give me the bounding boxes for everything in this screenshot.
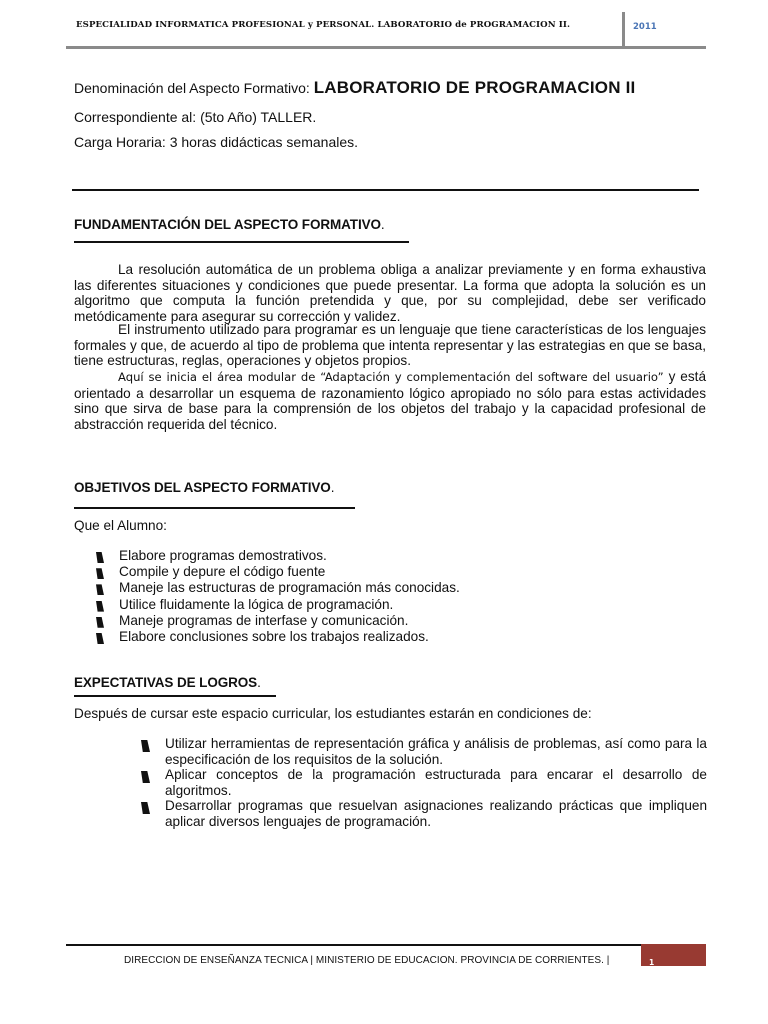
square-bullet-icon <box>96 552 104 563</box>
square-bullet-icon <box>96 617 104 628</box>
header-divider <box>622 12 625 48</box>
paragraph-3-text: y está orientado a desarrollar un esquema de razonamiento lógico apropiado no sólo para estas actividades sino que sirva de base para la comprensión de los objetos del trabajo y la capacidad profesional de abstracción requerida del técnico. <box>74 369 707 432</box>
list-item-text: Maneje las estructuras de programación más conocidas. <box>119 580 460 596</box>
list-item <box>141 736 707 767</box>
correspondiente-line: Correspondiente al: (5to Año) TALLER. <box>74 109 317 125</box>
list-item-text: Elabore programas demostrativos. <box>119 548 327 563</box>
fundamentacion-underline <box>74 241 409 243</box>
section-divider <box>72 189 699 191</box>
objetivos-heading-text: OBJETIVOS DEL ASPECTO FORMATIVO <box>74 480 331 495</box>
running-header: ESPECIALIDAD INFORMATICA PROFESIONAL y PERSONAL. LABORATORIO de PROGRAMACION II. <box>76 20 571 30</box>
list-item-text: Utilizar herramientas de representación gráfica y análisis de problemas, así como para la especificación de los requisitos de la solución. <box>165 736 707 767</box>
page-number-box <box>641 944 706 966</box>
header-year: 2011 <box>633 22 657 32</box>
page-number: 1 <box>649 958 655 967</box>
fundamentacion-heading: FUNDAMENTACIÓN DEL ASPECTO FORMATIVO. <box>74 217 385 232</box>
expectativas-list <box>141 736 707 829</box>
expectativas-underline <box>74 695 276 697</box>
list-item <box>96 613 460 629</box>
denominacion-line <box>74 80 635 96</box>
objetivos-underline <box>74 507 355 509</box>
square-bullet-icon <box>96 584 104 595</box>
objetivos-list <box>96 548 460 645</box>
carga-horaria-line: Carga Horaria: 3 horas didácticas semanales. <box>74 134 359 150</box>
list-item-text: Desarrollar programas que resuelvan asignaciones realizando prácticas que impliquen aplicar diversos lenguajes de programación. <box>165 798 707 829</box>
list-item-text: Elabore conclusiones sobre los trabajos realizados. <box>119 628 429 644</box>
list-item <box>96 564 460 580</box>
list-item <box>96 597 460 613</box>
square-bullet-icon <box>141 771 150 783</box>
list-item-text: Utilice fluidamente la lógica de programación. <box>119 596 394 612</box>
square-bullet-icon <box>96 601 104 612</box>
course-title: LABORATORIO DE PROGRAMACION II <box>313 78 636 97</box>
square-bullet-icon <box>96 633 104 644</box>
list-item <box>141 767 707 798</box>
objetivos-heading: OBJETIVOS DEL ASPECTO FORMATIVO. <box>74 480 335 495</box>
fundamentacion-paragraph-2 <box>74 322 706 369</box>
list-item <box>96 629 460 645</box>
expectativas-heading-text: EXPECTATIVAS DE LOGROS <box>74 675 258 690</box>
list-item-text: Aplicar conceptos de la programación estructurada para encarar el desarrollo de algoritmos. <box>165 767 707 798</box>
list-item <box>141 798 707 829</box>
list-item-text: Maneje programas de interfase y comunicación. <box>119 612 409 628</box>
fundamentacion-paragraph-1 <box>74 262 706 324</box>
paragraph-3-quote: Aquí se inicia el área modular de “Adaptación y complementación del software del usuario” <box>118 370 664 384</box>
denominacion-label: Denominación del Aspecto Formativo: <box>74 80 310 96</box>
square-bullet-icon <box>141 740 150 752</box>
list-item-text: Compile y depure el código fuente <box>119 564 326 580</box>
square-bullet-icon <box>96 568 104 579</box>
header-rule <box>66 46 706 49</box>
fundamentacion-paragraph-3 <box>74 369 706 432</box>
paragraph-1-text: La resolución automática de un problema obliga a analizar previamente y en forma exhaustiva las diferentes situaciones y condiciones que puede presentar. La forma que adopta la solución es un algoritmo que computa la función pretendida y que, por su complejidad, debe ser verificado metódicamente para asegurar su corrección y validez. <box>74 262 706 324</box>
expectativas-heading: EXPECTATIVAS DE LOGROS. <box>74 675 261 690</box>
list-item <box>96 580 460 596</box>
footer-rule <box>66 944 706 946</box>
fundamentacion-heading-text: FUNDAMENTACIÓN DEL ASPECTO FORMATIVO <box>74 217 381 232</box>
list-item <box>96 548 460 564</box>
paragraph-2-text: El instrumento utilizado para programar es un lenguaje que tiene características de los lenguajes formales y que, de acuerdo al tipo de problema que intenta representar y las estrategias en que se basa, tiene estructuras, reglas, operaciones y objetos propios. <box>74 322 706 368</box>
square-bullet-icon <box>141 802 150 814</box>
footer-text: DIRECCION DE ENSEÑANZA TECNICA | MINISTERIO DE EDUCACION. PROVINCIA DE CORRIENTES. | <box>124 955 610 966</box>
expectativas-intro: Después de cursar este espacio curricular, los estudiantes estarán en condiciones de: <box>74 706 592 721</box>
objetivos-intro: Que el Alumno: <box>74 518 167 533</box>
